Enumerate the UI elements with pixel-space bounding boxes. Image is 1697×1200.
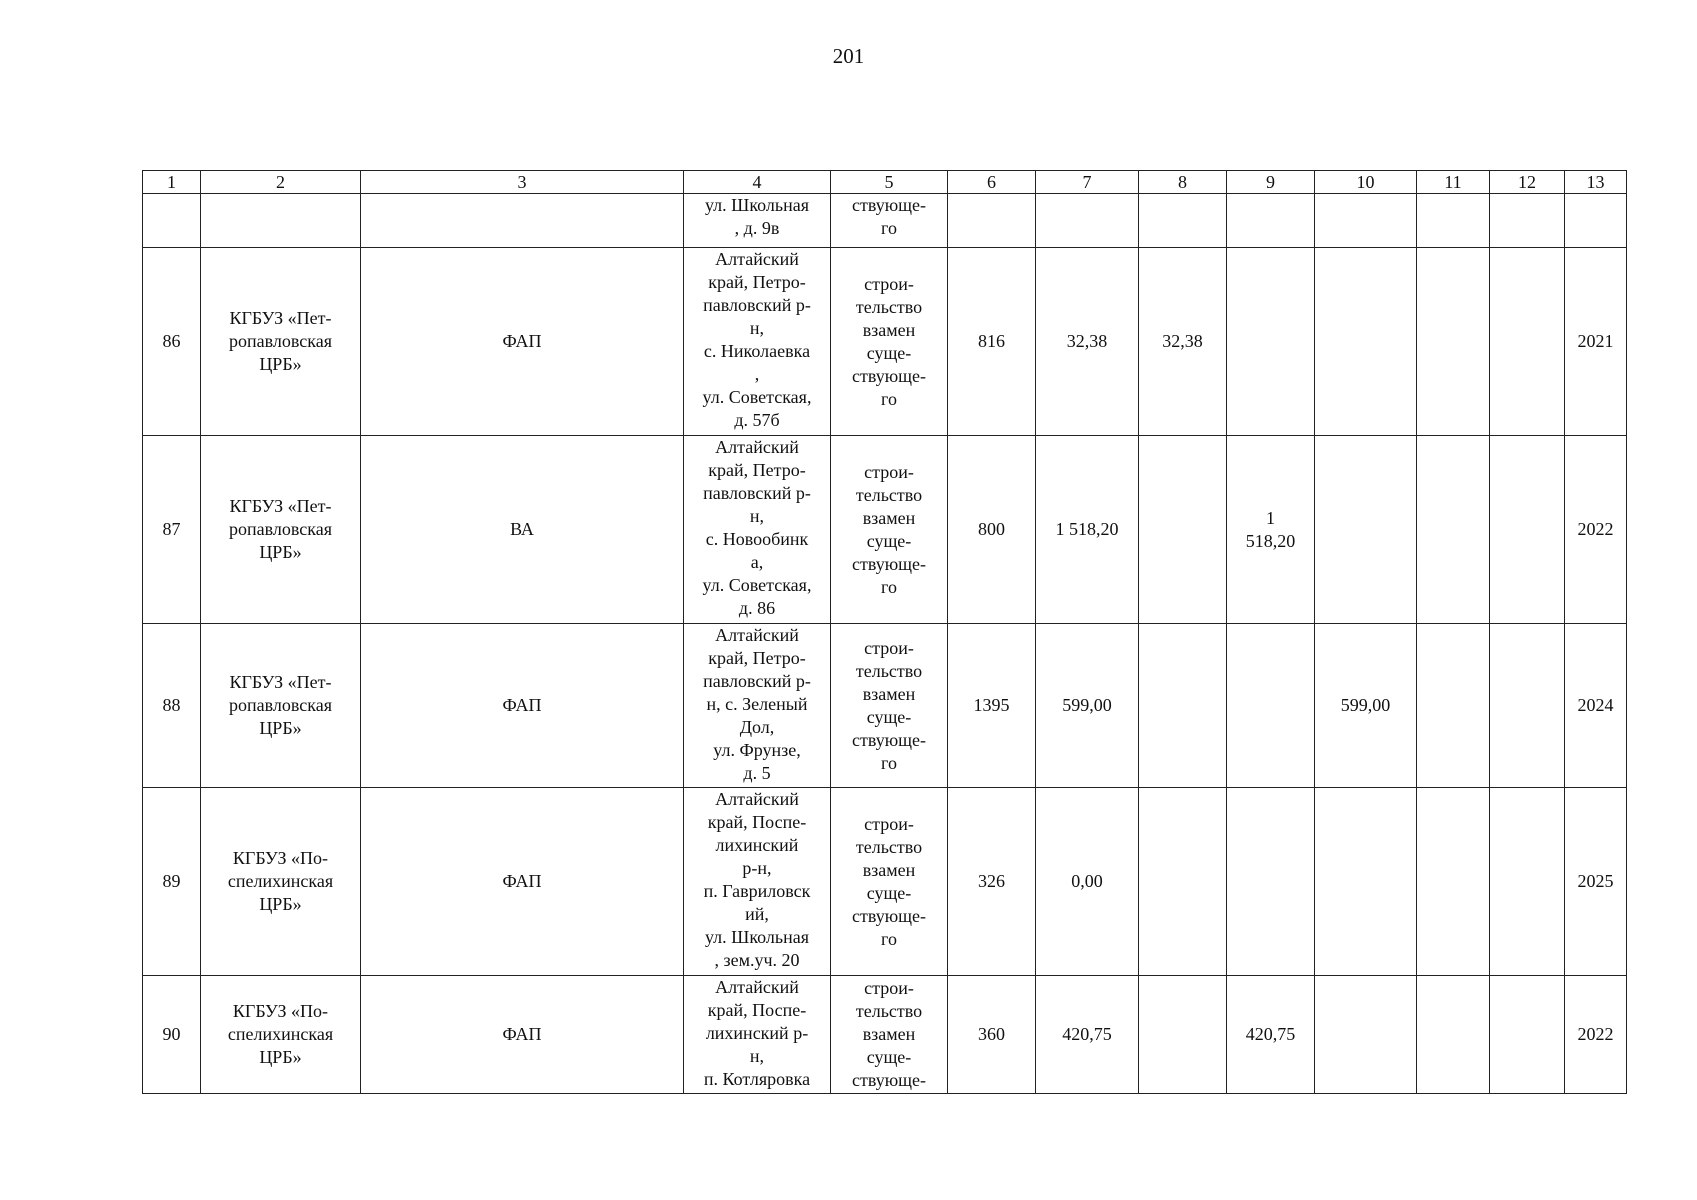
facility-type-cell: ФАП bbox=[361, 248, 684, 436]
value-cell: 1 518,20 bbox=[1036, 436, 1139, 624]
column-number: 3 bbox=[361, 171, 684, 194]
value-cell bbox=[1417, 976, 1490, 1094]
address-cell: Алтайский край, Петро- павловский р- н, с. Николаевка , ул. Советская, д. 57б bbox=[684, 248, 831, 436]
value-cell bbox=[1490, 436, 1565, 624]
value-cell: 599,00 bbox=[1036, 624, 1139, 788]
value-cell: 420,75 bbox=[1036, 976, 1139, 1094]
value-cell bbox=[1139, 788, 1227, 976]
column-number: 7 bbox=[1036, 171, 1139, 194]
value-cell: 32,38 bbox=[1036, 248, 1139, 436]
column-number: 11 bbox=[1417, 171, 1490, 194]
column-number: 10 bbox=[1315, 171, 1417, 194]
value-cell bbox=[1139, 976, 1227, 1094]
value-cell bbox=[1139, 436, 1227, 624]
address-cell: ул. Школьная , д. 9в bbox=[684, 194, 831, 248]
value-cell bbox=[1227, 788, 1315, 976]
value-cell: 32,38 bbox=[1139, 248, 1227, 436]
value-cell bbox=[1315, 436, 1417, 624]
row-number-cell: 88 bbox=[143, 624, 201, 788]
facility-type-cell: ФАП bbox=[361, 976, 684, 1094]
work-type-cell: строи- тельство взамен суще- ствующе- го bbox=[831, 248, 948, 436]
value-cell: 360 bbox=[948, 976, 1036, 1094]
address-cell: Алтайский край, Поспе- лихинский р- н, п. Котляровка bbox=[684, 976, 831, 1094]
value-cell bbox=[1417, 624, 1490, 788]
value-cell: 326 bbox=[948, 788, 1036, 976]
value-cell bbox=[1227, 248, 1315, 436]
organization-cell bbox=[201, 194, 361, 248]
column-number: 5 bbox=[831, 171, 948, 194]
organization-cell: КГБУЗ «Пет- ропавловская ЦРБ» bbox=[201, 624, 361, 788]
row-number-cell: 86 bbox=[143, 248, 201, 436]
value-cell bbox=[1417, 788, 1490, 976]
value-cell: 0,00 bbox=[1036, 788, 1139, 976]
work-type-cell: строи- тельство взамен суще- ствующе- го bbox=[831, 624, 948, 788]
value-cell bbox=[1315, 976, 1417, 1094]
address-cell: Алтайский край, Поспе- лихинский р-н, п. Гавриловск ий, ул. Школьная , зем.уч. 20 bbox=[684, 788, 831, 976]
value-cell bbox=[1417, 194, 1490, 248]
work-type-cell: строи- тельство взамен суще- ствующе- bbox=[831, 976, 948, 1094]
value-cell bbox=[1036, 194, 1139, 248]
column-number: 1 bbox=[143, 171, 201, 194]
value-cell bbox=[1227, 194, 1315, 248]
year-cell: 2022 bbox=[1565, 436, 1627, 624]
facility-type-cell: ВА bbox=[361, 436, 684, 624]
value-cell bbox=[1315, 248, 1417, 436]
value-cell: 1395 bbox=[948, 624, 1036, 788]
value-cell bbox=[1490, 248, 1565, 436]
value-cell bbox=[1139, 624, 1227, 788]
value-cell bbox=[1490, 788, 1565, 976]
facility-type-cell: ФАП bbox=[361, 788, 684, 976]
address-cell: Алтайский край, Петро- павловский р- н, с. Зеленый Дол, ул. Фрунзе, д. 5 bbox=[684, 624, 831, 788]
row-number-cell: 87 bbox=[143, 436, 201, 624]
column-number: 9 bbox=[1227, 171, 1315, 194]
table-row bbox=[143, 248, 1627, 436]
address-cell: Алтайский край, Петро- павловский р- н, с. Новообинк а, ул. Советская, д. 86 bbox=[684, 436, 831, 624]
value-cell bbox=[1139, 194, 1227, 248]
value-cell bbox=[1417, 248, 1490, 436]
year-cell: 2024 bbox=[1565, 624, 1627, 788]
row-number-cell: 89 bbox=[143, 788, 201, 976]
column-number: 13 bbox=[1565, 171, 1627, 194]
value-cell: 816 bbox=[948, 248, 1036, 436]
value-cell bbox=[948, 194, 1036, 248]
work-type-cell: строи- тельство взамен суще- ствующе- го bbox=[831, 788, 948, 976]
column-number-row bbox=[143, 171, 1627, 194]
value-cell bbox=[1490, 624, 1565, 788]
row-number-cell bbox=[143, 194, 201, 248]
organization-cell: КГБУЗ «По- спелихинская ЦРБ» bbox=[201, 788, 361, 976]
value-cell bbox=[1490, 194, 1565, 248]
column-number: 6 bbox=[948, 171, 1036, 194]
year-cell: 2025 bbox=[1565, 788, 1627, 976]
value-cell bbox=[1490, 976, 1565, 1094]
column-number: 8 bbox=[1139, 171, 1227, 194]
value-cell bbox=[1227, 624, 1315, 788]
row-number-cell: 90 bbox=[143, 976, 201, 1094]
value-cell bbox=[1315, 788, 1417, 976]
column-number: 12 bbox=[1490, 171, 1565, 194]
table-row bbox=[143, 624, 1627, 788]
table-row bbox=[143, 436, 1627, 624]
organization-cell: КГБУЗ «По- спелихинская ЦРБ» bbox=[201, 976, 361, 1094]
table-row bbox=[143, 976, 1627, 1094]
organization-cell: КГБУЗ «Пет- ропавловская ЦРБ» bbox=[201, 248, 361, 436]
table-row bbox=[143, 788, 1627, 976]
year-cell: 2021 bbox=[1565, 248, 1627, 436]
facility-type-cell bbox=[361, 194, 684, 248]
work-type-cell: ствующе- го bbox=[831, 194, 948, 248]
page-number: 201 bbox=[832, 44, 865, 68]
value-cell bbox=[1417, 436, 1490, 624]
year-cell: 2022 bbox=[1565, 976, 1627, 1094]
value-cell: 420,75 bbox=[1227, 976, 1315, 1094]
table-row bbox=[143, 194, 1627, 248]
value-cell: 599,00 bbox=[1315, 624, 1417, 788]
work-type-cell: строи- тельство взамен суще- ствующе- го bbox=[831, 436, 948, 624]
facility-type-cell: ФАП bbox=[361, 624, 684, 788]
value-cell: 800 bbox=[948, 436, 1036, 624]
facility-table bbox=[142, 170, 1627, 1094]
column-number: 2 bbox=[201, 171, 361, 194]
value-cell: 1 518,20 bbox=[1227, 436, 1315, 624]
organization-cell: КГБУЗ «Пет- ропавловская ЦРБ» bbox=[201, 436, 361, 624]
column-number: 4 bbox=[684, 171, 831, 194]
year-cell bbox=[1565, 194, 1627, 248]
value-cell bbox=[1315, 194, 1417, 248]
